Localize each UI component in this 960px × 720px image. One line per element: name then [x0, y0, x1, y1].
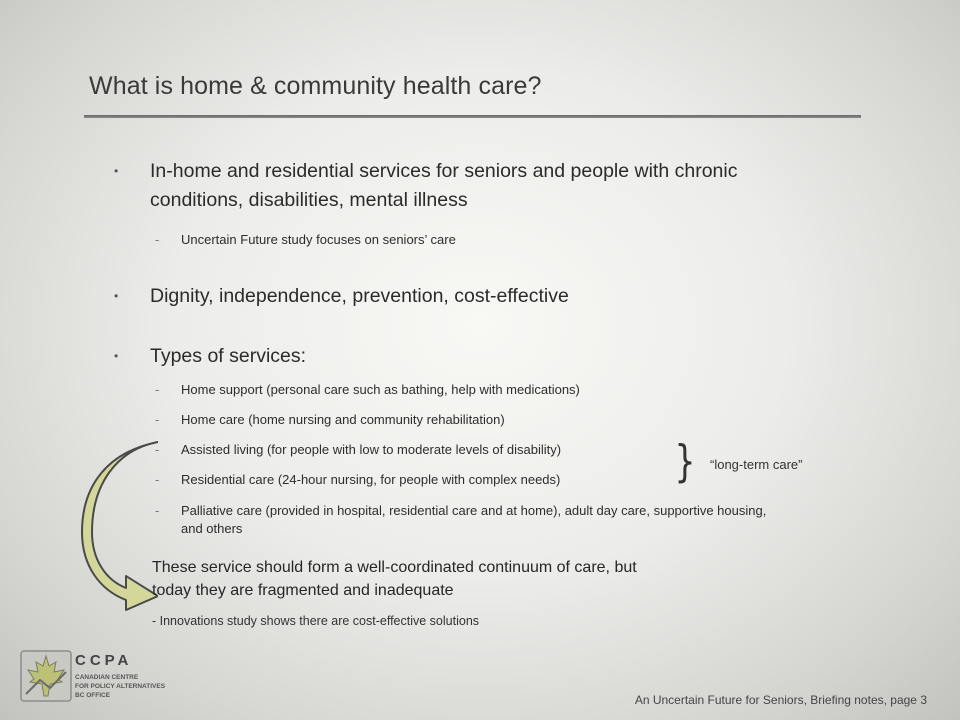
ccpa-logo-text	[75, 652, 165, 700]
sub-dash: -	[155, 232, 160, 247]
ccpa-maple-leaf-logo-icon	[20, 650, 72, 702]
sub-text: Assisted living (for people with low to moderate levels of disability)	[181, 442, 562, 457]
sub-dash: -	[155, 442, 160, 457]
sub-text: Residential care (24-hour nursing, for people with complex needs)	[181, 472, 561, 487]
sub-dash: -	[155, 503, 160, 518]
bullet-text-line: In-home and residential services for seniors and people with chronic	[150, 160, 738, 182]
title-underline	[84, 115, 861, 118]
sub-text: and others	[181, 521, 243, 536]
brace-icon: }	[674, 436, 696, 487]
slide-title: What is home & community health care?	[89, 72, 542, 100]
curved-arrow-icon	[78, 440, 158, 612]
sub-text: Home care (home nursing and community rehabilitation)	[181, 412, 505, 427]
bullet-text-line: conditions, disabilities, mental illness	[150, 189, 468, 211]
continuum-statement	[152, 556, 637, 602]
bullet-dot: •	[114, 349, 119, 363]
long-term-care-label: “long-term care”	[710, 457, 803, 472]
continuum-line: These service should form a well-coordinated continuum of care, but	[152, 559, 637, 576]
continuum-line: today they are fragmented and inadequate	[152, 582, 454, 599]
bullet-text-line: Types of services:	[150, 345, 307, 367]
sub-dash: -	[155, 412, 160, 427]
slide-footer: An Uncertain Future for Seniors, Briefing notes, page 3	[634, 693, 927, 707]
sub-dash: -	[155, 472, 160, 487]
innovations-note: - Innovations study shows there are cost-effective solutions	[152, 614, 480, 628]
bullet-text-line: Dignity, independence, prevention, cost-effective	[150, 285, 569, 307]
sub-text: Uncertain Future study focuses on seniors’ care	[181, 232, 456, 247]
sub-dash: -	[155, 382, 160, 397]
bullet-dot: •	[114, 289, 119, 303]
sub-text: Palliative care (provided in hospital, residential care and at home), adult day care, supportive housing,	[181, 503, 767, 518]
logo-line: CANADIAN CENTRE	[75, 674, 139, 681]
bullet-dot: •	[114, 164, 119, 178]
sub-text: Home support (personal care such as bathing, help with medications)	[181, 382, 580, 397]
logo-line: BC OFFICE	[75, 692, 111, 699]
logo-line: FOR POLICY ALTERNATIVES	[75, 683, 166, 690]
logo-acronym: CCPA	[75, 652, 133, 669]
